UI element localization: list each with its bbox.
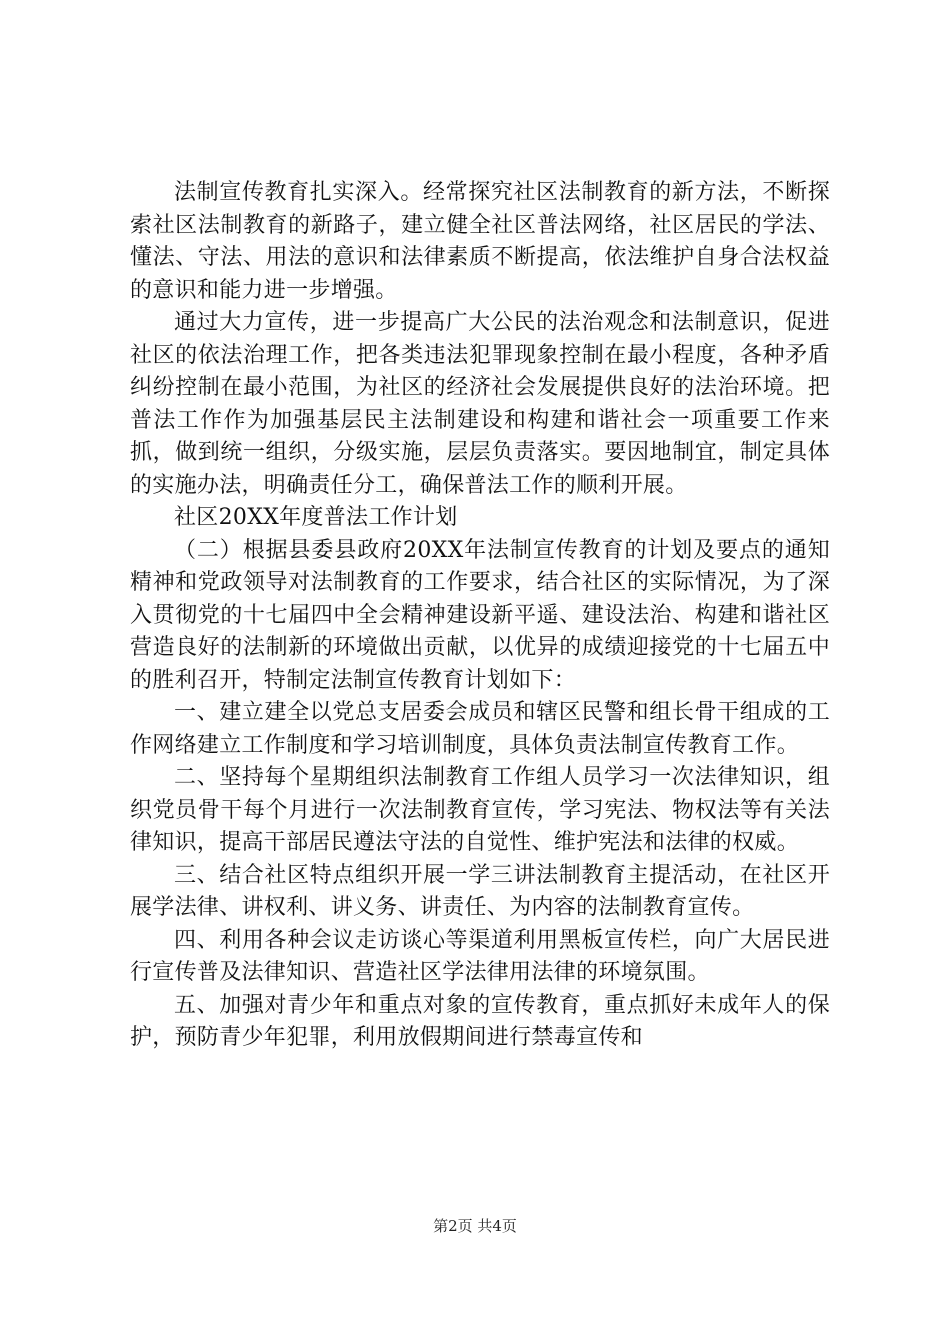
- paragraph-2: 通过大力宣传，进一步提高广大公民的法治观念和法制意识，促进社区的依法治理工作，把各类违法犯罪现象控制在最小程度，各种矛盾纠纷控制在最小范围，为社区的经济社会发展提供良好的法治环境。把普法工作作为加强基层民主法制建设和构建和谐社会一项重要工作来抓，做到统一组织，分级实施，层层负责落实。要因地制宜，制定具体的实施办法，明确责任分工，确保普法工作的顺利开展。: [130, 310, 830, 498]
- page-number-label: 第2页 共4页: [433, 1217, 517, 1235]
- item-2: 二、坚持每个星期组织法制教育工作组人员学习一次法律知识，组织党员骨干每个月进行一次法制教育宣传，学习宪法、物权法等有关法律知识，提高干部居民遵法守法的自觉性、维护宪法和法律的权威。: [130, 765, 830, 855]
- paragraph-intro: （二）根据县委县政府20XX年法制宣传教育的计划及要点的通知精神和党政领导对法制教育的工作要求，结合社区的实际情况，为了深入贯彻党的十七届四中全会精神建设新平遥、建设法治、构建和谐社区营造良好的法制新的环境做出贡献，以优异的成绩迎接党的十七届五中的胜利召开，特制定法制宣传教育计划如下：: [130, 537, 830, 693]
- page-footer: [0, 1215, 950, 1236]
- plan-title-line: 社区20XX年度普法工作计划: [174, 505, 458, 530]
- paragraph-1: 法制宣传教育扎实深入。经常探究社区法制教育的新方法，不断探索社区法制教育的新路子，建立健全社区普法网络，社区居民的学法、懂法、守法、用法的意识和法律素质不断提高，依法维护自身合法权益的意识和能力进一步增强。: [130, 180, 830, 303]
- item-1: 一、建立建全以党总支居委会成员和辖区民警和组长骨干组成的工作网络建立工作制度和学习培训制度，具体负责法制宣传教育工作。: [130, 700, 830, 758]
- item-4: 四、利用各种会议走访谈心等渠道利用黑板宣传栏，向广大居民进行宣传普及法律知识、营造社区学法律用法律的环境氛围。: [130, 927, 830, 985]
- document-body: [130, 177, 830, 1055]
- item-5: 五、加强对青少年和重点对象的宣传教育，重点抓好未成年人的保护，预防青少年犯罪，利用放假期间进行禁毒宣传和: [130, 992, 830, 1050]
- item-3: 三、结合社区特点组织开展一学三讲法制教育主提活动，在社区开展学法律、讲权利、讲义务、讲责任、为内容的法制教育宣传。: [130, 862, 830, 920]
